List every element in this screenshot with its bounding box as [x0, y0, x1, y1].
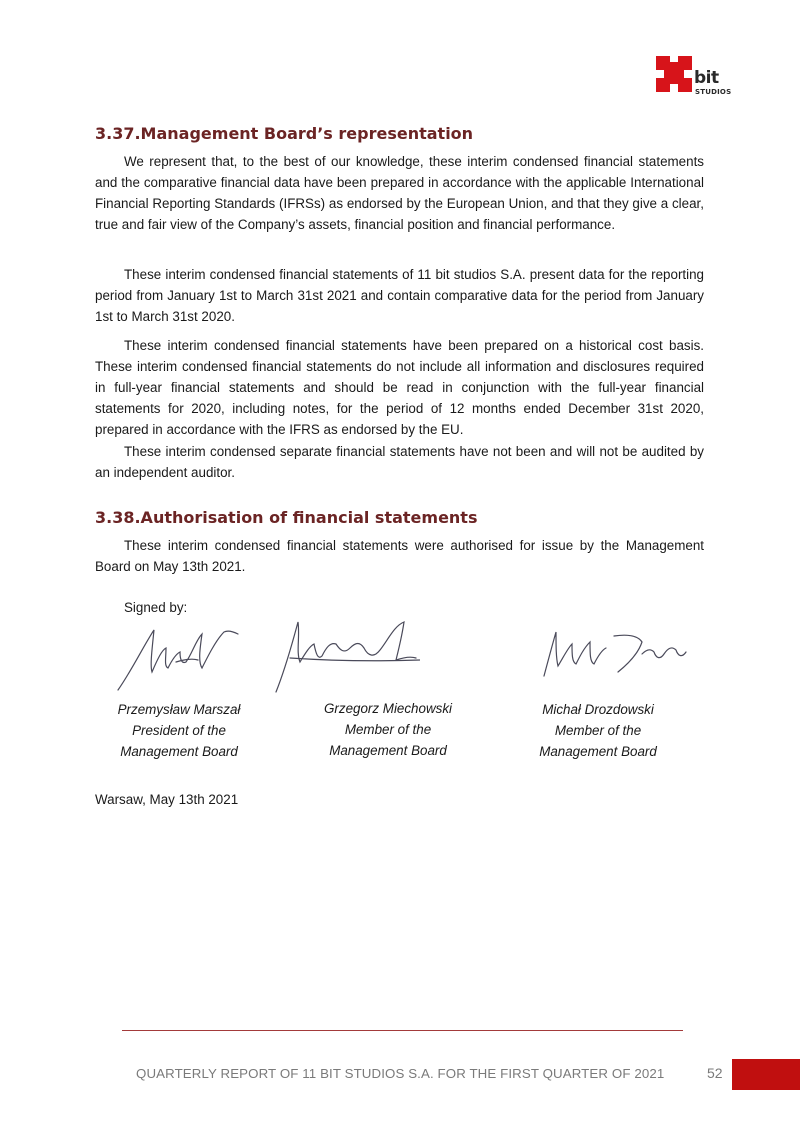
signature-miechowski-icon: [270, 612, 420, 697]
signer-role-line1: Member of the: [344, 722, 432, 737]
signer-role-line2: Management Board: [329, 743, 447, 758]
signer-block-miechowski: [303, 698, 473, 761]
page-number: 52: [707, 1065, 723, 1081]
signer-role-line2: Management Board: [120, 744, 238, 759]
paragraph-authorisation: These interim condensed financial statements were authorised for issue by the Management Board on May 13th 2021.: [95, 538, 704, 574]
footer-divider: [122, 1030, 683, 1031]
signer-name: Michał Drozdowski: [542, 702, 654, 717]
signer-block-drozdowski: [513, 699, 683, 762]
logo-wordmark: bit: [694, 68, 719, 88]
place-and-date: Warsaw, May 13th 2021: [95, 792, 239, 807]
signed-by-label: Signed by:: [124, 600, 188, 615]
section-heading-3-37: 3.37.Management Board’s representation: [95, 124, 474, 143]
page-accent-tab: [732, 1059, 800, 1090]
logo-subtext: STUDIOS: [695, 88, 732, 96]
signer-name: Przemysław Marszał: [117, 702, 241, 717]
paragraph-not-audited: These interim condensed separate financial statements have not been and will not be audited by an independent auditor.: [95, 444, 704, 480]
paragraph-cost-basis: These interim condensed financial statements have been prepared on a historical cost basis. These interim condensed financial statements do not include all information and disclosures required in full-year financial statements and should be read in conjunction with the full-year financial statements for 2020, including notes, for the period of 12 months ended December 31st 2020, prepared in accordance with the IFRS as endorsed by the EU.: [95, 338, 704, 437]
signature-marszal-icon: [112, 620, 247, 695]
paragraph-representation: We represent that, to the best of our knowledge, these interim condensed financial statements and the comparative financial data have been prepared in accordance with the applicable International Financial Reporting Standards (IFRSs) as endorsed by the European Union, and that they give a clear, true and fair view of the Company’s assets, financial position and financial performance.: [95, 154, 704, 232]
signer-role-line2: Management Board: [539, 744, 657, 759]
paragraph-reporting-period: These interim condensed financial statements of 11 bit studios S.A. present data for the reporting period from January 1st to March 31st 2021 and contain comparative data for the period from January 1st to March 31st 2020.: [95, 267, 704, 324]
signer-role-line1: Member of the: [554, 723, 642, 738]
signer-name: Grzegorz Miechowski: [324, 701, 452, 716]
signer-block-marszal: [94, 699, 264, 762]
section-heading-3-38: 3.38.Authorisation of financial statements: [95, 508, 478, 527]
signature-drozdowski-icon: [538, 626, 688, 681]
footer-report-title: QUARTERLY REPORT OF 11 BIT STUDIOS S.A. FOR THE FIRST QUARTER OF 2021: [136, 1066, 665, 1081]
signer-role-line1: President of the: [132, 723, 226, 738]
